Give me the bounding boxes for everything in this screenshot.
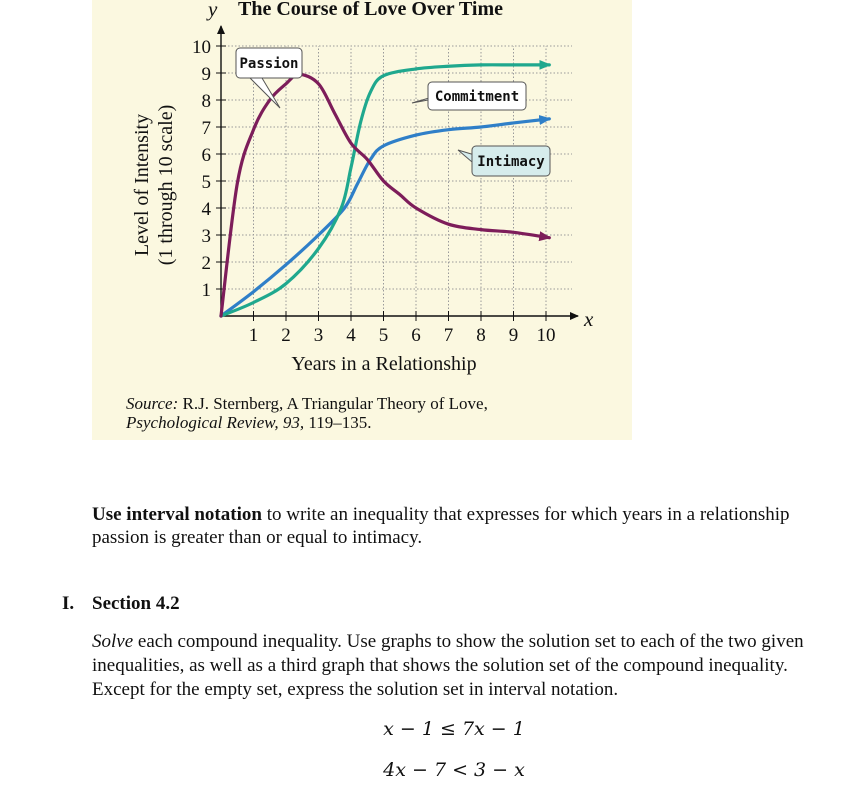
- y-tick-label-8: 8: [201, 91, 211, 112]
- callout-label-passion: Passion: [239, 56, 299, 72]
- x-tick-label-5: 5: [378, 325, 389, 346]
- callout-layer: [236, 48, 550, 176]
- x-tick-label-9: 9: [508, 325, 519, 346]
- x-tick-label-1: 1: [248, 325, 259, 346]
- chart-svg: [92, 0, 632, 440]
- question-rest: to write an inequality that expresses for which years in a relationship passion is greater than or equal to intimacy.: [92, 504, 790, 548]
- y-tick-label-3: 3: [201, 226, 211, 247]
- instructions-text: [92, 630, 812, 702]
- x-tick-label-7: 7: [443, 325, 454, 346]
- x-axis-variable: x: [584, 307, 594, 331]
- inequality-1: x − 1 ≤ 7x − 1: [383, 718, 525, 740]
- source-citation: [126, 394, 616, 432]
- section-number: I.: [62, 593, 75, 614]
- callout-label-intimacy: Intimacy: [477, 154, 545, 170]
- x-tick-label-4: 4: [346, 325, 356, 346]
- instructions-rest: each compound inequality. Use graphs to show the solution set to each of the two given inequalities, as well as a third graph that shows the solution set of the compound inequality. Except for the empty set, express the solution set in interval notation.: [92, 631, 804, 700]
- question-text: [92, 503, 792, 549]
- source-journal: Psychological Review, 93,: [126, 413, 305, 432]
- y-tick-label-2: 2: [201, 253, 211, 274]
- chart-figure: [92, 0, 632, 440]
- y-axis-title-line-2: (1 through 10 scale): [155, 104, 177, 266]
- chart-title: The Course of Love Over Time: [238, 0, 503, 20]
- x-tick-label-2: 2: [281, 325, 291, 346]
- y-axis-variable: y: [208, 0, 218, 21]
- y-tick-label-10: 10: [192, 37, 211, 58]
- y-tick-label-4: 4: [201, 199, 211, 220]
- y-tick-label-6: 6: [201, 145, 211, 166]
- source-pages: 119–135.: [308, 413, 372, 432]
- callout-label-commitment: Commitment: [434, 89, 520, 105]
- instructions-italic: Solve: [92, 631, 134, 652]
- source-label: Source:: [126, 394, 179, 413]
- x-tick-label-3: 3: [313, 325, 324, 346]
- y-tick-label-5: 5: [201, 172, 211, 193]
- x-tick-label-8: 8: [476, 325, 486, 346]
- x-tick-label-10: 10: [536, 325, 556, 346]
- x-tick-label-6: 6: [411, 325, 421, 346]
- inequality-2: 4x − 7 < 3 − x: [383, 759, 525, 781]
- question-bold: Use interval notation: [92, 504, 262, 525]
- section-title: Section 4.2: [92, 593, 180, 614]
- y-tick-label-1: 1: [201, 280, 211, 301]
- source-text: R.J. Sternberg, A Triangular Theory of Love,: [182, 394, 488, 413]
- y-tick-label-9: 9: [201, 64, 211, 85]
- y-tick-label-7: 7: [201, 118, 211, 139]
- section-heading: [62, 593, 180, 615]
- x-axis-title: Years in a Relationship: [291, 353, 477, 375]
- y-axis-title-line-1: Level of Intensity: [131, 113, 153, 257]
